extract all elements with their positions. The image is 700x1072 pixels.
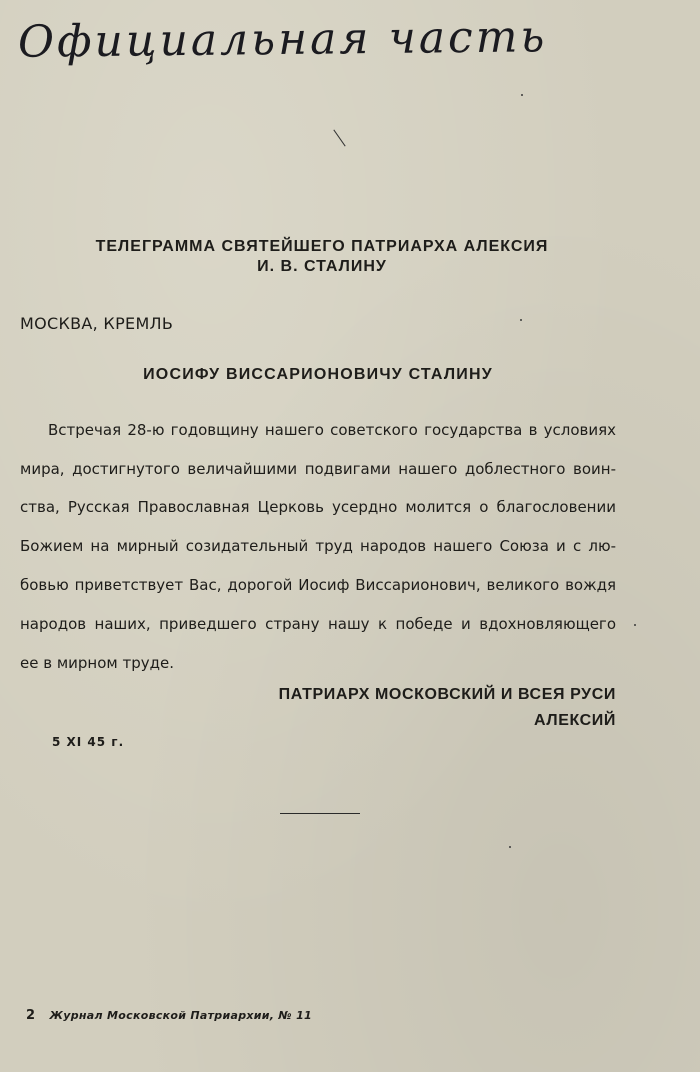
body-line-6: народов наших, приведшего страну нашу к победе и вдохновляющего — [20, 615, 616, 633]
addressee-line: ИОСИФУ ВИССАРИОНОВИЧУ СТАЛИНУ — [143, 366, 493, 383]
paper-speck — [520, 319, 522, 321]
paper-speck — [509, 846, 511, 848]
body-line-1: Встречая 28-ю годовщину нашего советского государства в условиях — [48, 421, 616, 439]
body-line-7: ее в мирном труде. — [20, 654, 174, 672]
telegram-date: 5 XI 45 г. — [52, 735, 125, 749]
body-line-2: мира, достигнутого величайшими подвигами нашего доблестного воин- — [20, 460, 616, 478]
page-footer — [26, 1008, 312, 1023]
signature-name: АЛЕКСИЙ — [534, 712, 616, 729]
journal-title: Журнал Московской Патриархии, № 11 — [49, 1009, 312, 1022]
body-line-5: бовью приветствует Вас, дорогой Иосиф Виссарионович, великого вождя — [20, 576, 616, 594]
section-divider — [280, 813, 360, 814]
handwritten-section-header: Официальная часть — [17, 11, 548, 68]
telegram-title-line-2: И. В. СТАЛИНУ — [257, 258, 387, 275]
page-number: 2 — [26, 1008, 36, 1023]
paper-speck — [634, 624, 636, 626]
body-line-3: ства, Русская Православная Церковь усердно молится о благословении — [20, 498, 616, 516]
pen-mark — [333, 130, 345, 147]
signature-title: ПАТРИАРХ МОСКОВСКИЙ И ВСЕЯ РУСИ — [278, 686, 616, 703]
telegram-title-line-1: ТЕЛЕГРАММА СВЯТЕЙШЕГО ПАТРИАРХА АЛЕКСИЯ — [95, 238, 549, 255]
body-line-4: Божием на мирный созидательный труд народов нашего Союза и с лю- — [20, 537, 616, 555]
place-line: МОСКВА, КРЕМЛЬ — [20, 314, 174, 333]
paper-speck — [521, 94, 523, 96]
